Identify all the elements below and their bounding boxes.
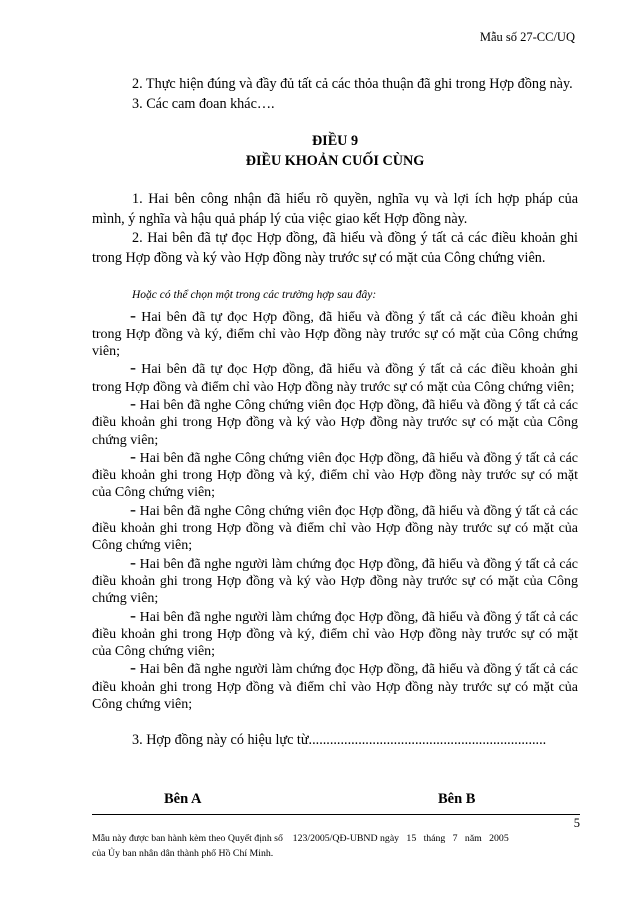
dash-marker: -	[130, 392, 136, 413]
options-note: Hoặc có thể chọn một trong các trường hợp sau đây:	[132, 289, 377, 301]
signature-headings	[92, 791, 578, 813]
clause-2: 2. Hai bên đã tự đọc Hợp đồng, đã hiểu và đồng ý tất cả các điều khoản ghi trong Hợp đồng và ký vào Hợp đồng này trước sự có mặt của Công chứng viên.	[92, 230, 578, 266]
dash-marker: -	[130, 498, 136, 519]
party-b-label: Bên B	[438, 791, 476, 807]
dash-marker: -	[130, 304, 136, 325]
dash-marker: -	[130, 551, 136, 572]
dash-marker: -	[130, 604, 136, 625]
intro-item-3: 3. Các cam đoan khác….	[132, 95, 275, 112]
option-item: - Hai bên đã nghe Công chứng viên đọc Hợp đồng, đã hiểu và đồng ý tất cả các điều khoản ghi trong Hợp đồng và ký, điểm chỉ vào Hợp đồng này trước sự có mặt của Công chứng viên;	[92, 445, 579, 501]
dash-marker: -	[130, 445, 136, 466]
document-body	[92, 75, 578, 751]
footer-line-1: Mẫu này được ban hành kèm theo Quyết định số 123/2005/QĐ-UBND ngày 15 tháng 7 năm 2005	[92, 833, 509, 844]
dash-marker: -	[130, 357, 136, 378]
option-item: - Hai bên đã tự đọc Hợp đồng, đã hiểu và đồng ý tất cả các điều khoản ghi trong Hợp đồng và điểm chỉ vào Hợp đồng này trước sự có mặt của Công chứng viên;	[92, 357, 578, 395]
party-a-label: Bên A	[164, 791, 202, 807]
option-item: - Hai bên đã nghe Công chứng viên đọc Hợp đồng, đã hiểu và đồng ý tất cả các điều khoản ghi trong Hợp đồng và ký vào Hợp đồng này trước sự có mặt của Công chứng viên;	[92, 392, 579, 448]
article-title: ĐIỀU KHOẢN CUỐI CÙNG	[245, 152, 425, 169]
footer-divider	[92, 814, 580, 815]
option-item: - Hai bên đã nghe Công chứng viên đọc Hợp đồng, đã hiểu và đồng ý tất cả các điều khoản ghi trong Hợp đồng và điểm chỉ vào Hợp đồng này trước sự có mặt của Công chứng viên;	[92, 498, 579, 554]
option-item: - Hai bên đã nghe người làm chứng đọc Hợp đồng, đã hiểu và đồng ý tất cả các điều khoản ghi trong Hợp đồng và ký vào Hợp đồng này trước sự có mặt của Công chứng viên;	[92, 551, 579, 607]
clause-1: 1. Hai bên công nhận đã hiểu rõ quyền, nghĩa vụ và lợi ích hợp pháp của mình, ý nghĩa và hậu quả pháp lý của việc giao kết Hợp đồng này.	[92, 191, 578, 227]
option-item: - Hai bên đã nghe người làm chứng đọc Hợp đồng, đã hiểu và đồng ý tất cả các điều khoản ghi trong Hợp đồng và ký, điểm chỉ vào Hợp đồng này trước sự có mặt của Công chứng viên;	[92, 604, 579, 660]
dash-marker: -	[130, 657, 136, 678]
form-number: Mẫu số 27-CC/UQ	[479, 30, 575, 44]
footer-line-2: của Ủy ban nhân dân thành phố Hồ Chí Minh.	[92, 847, 274, 859]
page-number: 5	[573, 816, 580, 830]
option-item: - Hai bên đã nghe người làm chứng đọc Hợp đồng, đã hiểu và đồng ý tất cả các điều khoản ghi trong Hợp đồng và điểm chỉ vào Hợp đồng này trước sự có mặt của Công chứng viên;	[92, 657, 579, 713]
intro-item-2: 2. Thực hiện đúng và đầy đủ tất cả các thỏa thuận đã ghi trong Hợp đồng này.	[132, 76, 573, 92]
footer-note	[92, 832, 562, 861]
option-item: - Hai bên đã tự đọc Hợp đồng, đã hiểu và đồng ý tất cả các điều khoản ghi trong Hợp đồng và ký, điểm chỉ vào Hợp đồng này trước sự có mặt của Công chứng viên;	[92, 304, 578, 360]
clause-3-effective-date: 3. Hợp đồng này có hiệu lực từ...................................................................	[132, 732, 547, 749]
article-number: ĐIỀU 9	[311, 133, 359, 149]
